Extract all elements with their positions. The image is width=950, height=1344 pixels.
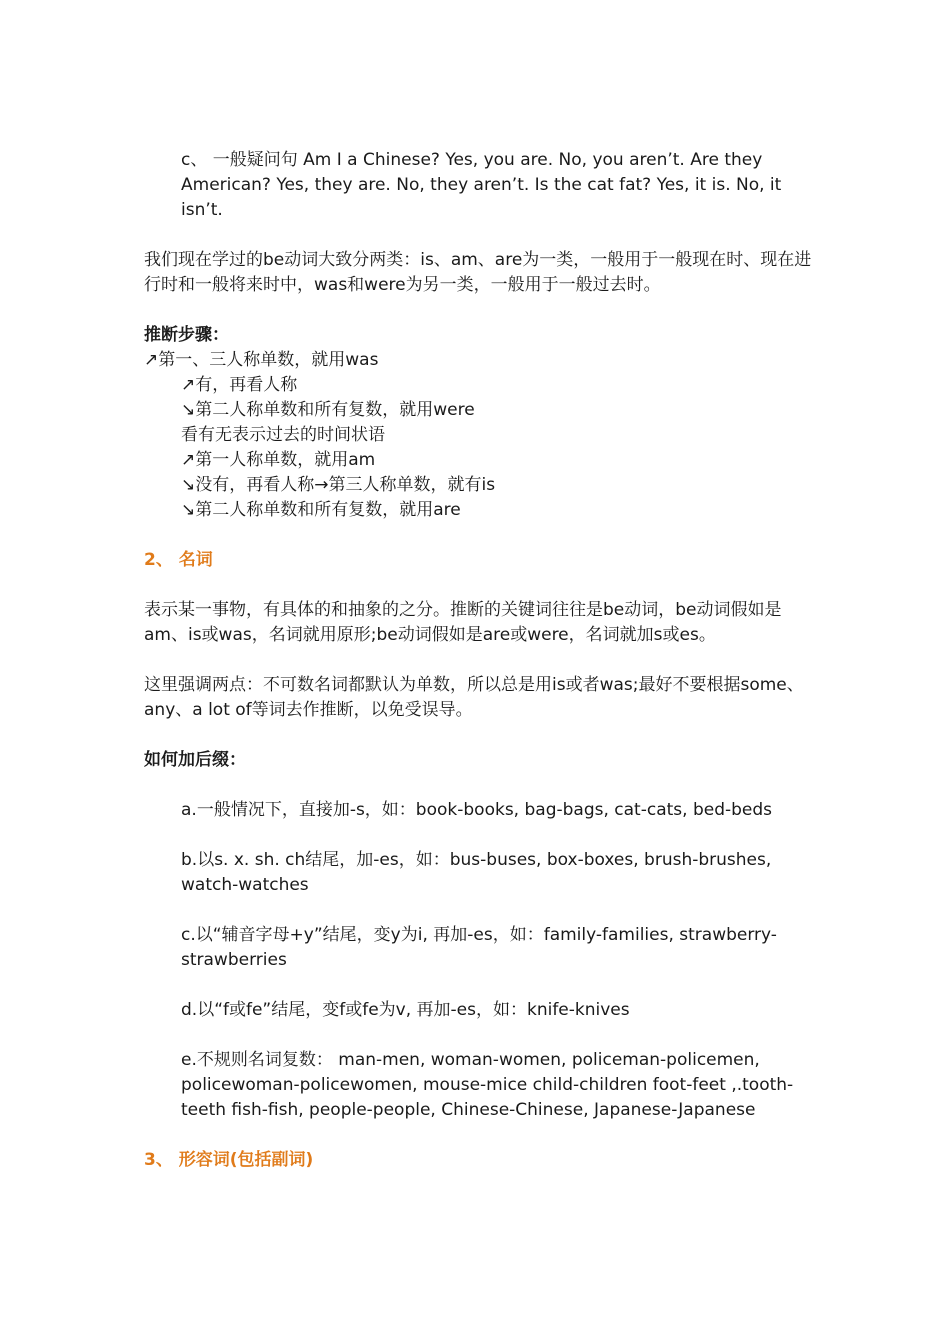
- noun-description: 表示某一事物，有具体的和抽象的之分。推断的关键词往往是be动词，be动词假如是am、is或was，名词就用原形;be动词假如是are或were，名词就加s或es。: [144, 600, 782, 645]
- para-question-examples: c、 一般疑问句 Am I a Chinese? Yes, you are. No, you aren’t. Are they American? Yes, they are. No, they aren’t. Is the cat fat? Yes, it is. No, it isn’t.: [181, 150, 782, 220]
- suffix-rule: d.以“f或fe”结尾，变f或fe为v, 再加-es，如：knife-knives: [181, 1000, 630, 1020]
- suffix-rule: a.一般情况下，直接加-s，如：book-books, bag-bags, cat-cats, bed-beds: [181, 800, 773, 820]
- suffix-title: 如何加后缀：: [144, 750, 246, 770]
- noun-note: 这里强调两点：不可数名词都默认为单数，所以总是用is或者was;最好不要根据some、any、a lot of等词去作推断，以免受误导。: [144, 675, 804, 720]
- section-heading-nouns: 2、 名词: [144, 550, 213, 570]
- document-page: [144, 148, 814, 1173]
- steps-title: 推断步骤：: [144, 325, 229, 345]
- steps-list: [144, 348, 814, 523]
- step-line: ↗第一、三人称单数，就用was: [144, 350, 379, 370]
- suffix-rule: e.不规则名词复数： man-men, woman-women, policeman-policemen, policewoman-policewomen, mouse-mice child-children foot-feet ,.tooth-teeth fish-fish, people-people, Chinese-Chinese, Japanese-Japanese: [181, 1050, 794, 1120]
- step-line: 看有无表示过去的时间状语: [181, 425, 385, 445]
- step-line: ↘第二人称单数和所有复数，就用were: [181, 400, 475, 420]
- section-heading-adjectives: 3、 形容词(包括副词): [144, 1150, 314, 1170]
- be-verb-summary: 我们现在学过的be动词大致分两类：is、am、are为一类，一般用于一般现在时、现在进行时和一般将来时中，was和were为另一类，一般用于一般过去时。: [144, 250, 812, 295]
- step-line: ↘第二人称单数和所有复数，就用are: [181, 500, 461, 520]
- step-line: ↗有，再看人称: [181, 375, 298, 395]
- step-line: ↘没有，再看人称→第三人称单数，就有is: [181, 475, 496, 495]
- step-line: ↗第一人称单数，就用am: [181, 450, 376, 470]
- suffix-rule: c.以“辅音字母+y”结尾，变y为i, 再加-es，如：family-families, strawberry-strawberries: [181, 925, 777, 970]
- suffix-rule: b.以s. x. sh. ch结尾，加-es，如：bus-buses, box-boxes, brush-brushes, watch-watches: [181, 850, 772, 895]
